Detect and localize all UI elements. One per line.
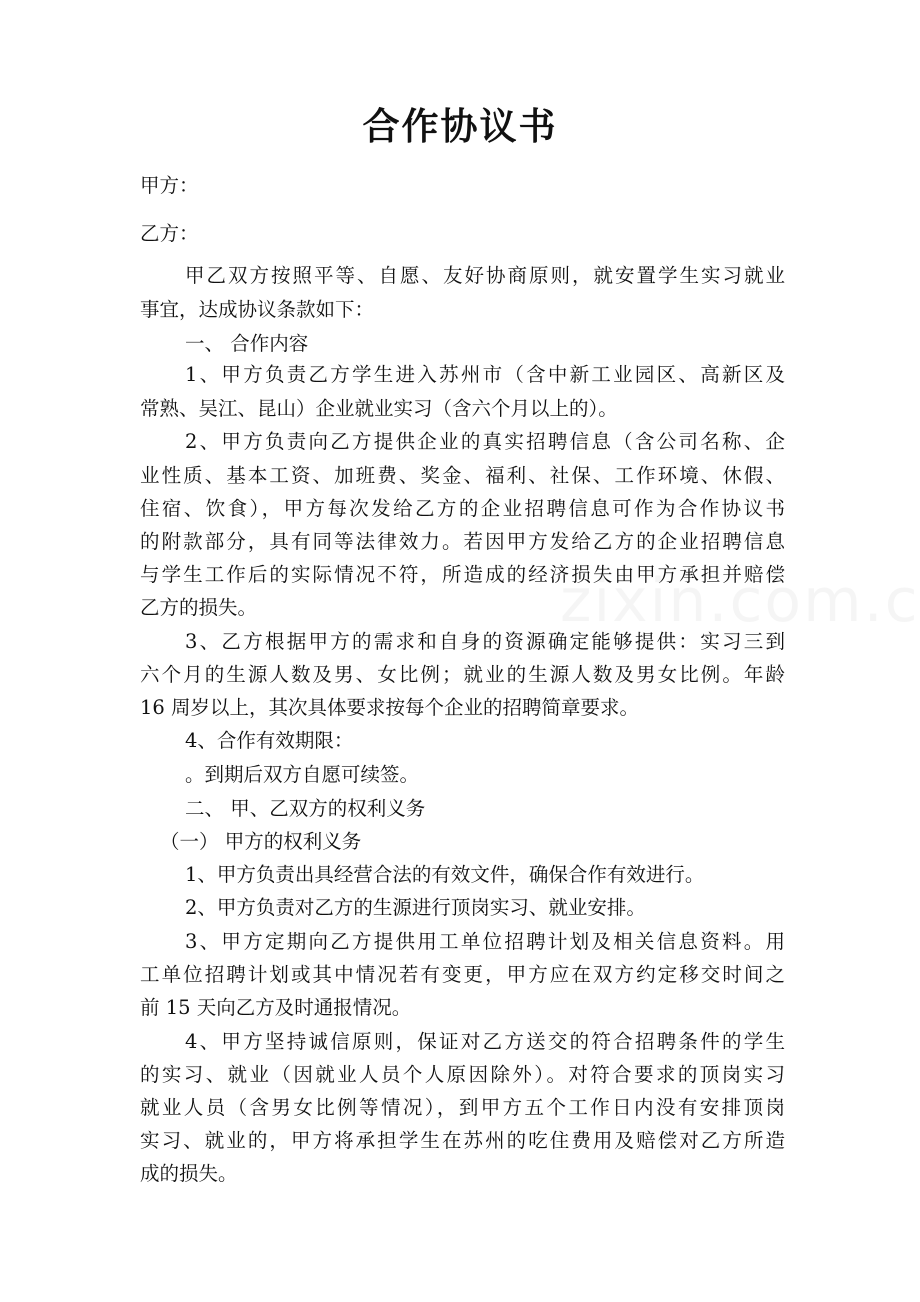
party-b-label: 乙方： xyxy=(140,222,199,245)
item-2-line-6: 乙方的损失。 xyxy=(140,596,258,619)
party-a-duty-4-line-5: 成的损失。 xyxy=(140,1162,238,1185)
item-2-line-1: 2、甲方负责向乙方提供企业的真实招聘信息（含公司名称、企 xyxy=(185,430,785,453)
party-a-label: 甲方： xyxy=(140,174,199,197)
subsection-1-heading: （一） 甲方的权利义务 xyxy=(160,830,362,853)
party-a-duty-1: 1、甲方负责出具经营合法的有效文件，确保合作有效进行。 xyxy=(185,863,705,886)
party-a-duty-4-line-1: 4、甲方坚持诚信原则，保证对乙方送交的符合招聘条件的学生 xyxy=(185,1030,785,1053)
item-2-line-4: 的附款部分，具有同等法律效力。若因甲方发给乙方的企业招聘信息 xyxy=(140,530,785,553)
section-2-heading: 二、 甲、乙双方的权利义务 xyxy=(185,797,426,820)
item-2-line-2: 业性质、基本工资、加班费、奖金、福利、社保、工作环境、休假、 xyxy=(140,464,785,487)
item-3-line-2: 六个月的生源人数及男、女比例；就业的生源人数及男女比例。年龄 xyxy=(140,663,785,686)
intro-line-2: 事宜，达成协议条款如下： xyxy=(140,298,375,321)
section-1-heading: 一、 合作内容 xyxy=(185,332,309,355)
document-title: 合作协议书 xyxy=(362,104,558,148)
party-a-duty-4-line-3: 就业人员（含男女比例等情况），到甲方五个工作日内没有安排顶岗 xyxy=(140,1096,785,1119)
item-3-line-1: 3、乙方根据甲方的需求和自身的资源确定能够提供：实习三到 xyxy=(185,630,785,653)
item-1-line-2: 常熟、吴江、昆山）企业就业实习（含六个月以上的）。 xyxy=(140,397,618,420)
item-1-line-1: 1、甲方负责乙方学生进入苏州市（含中新工业园区、高新区及 xyxy=(185,363,785,386)
party-a-duty-2: 2、甲方负责对乙方的生源进行顶岗实习、就业安排。 xyxy=(185,896,646,919)
item-4-line: 4、合作有效期限： xyxy=(185,729,354,752)
item-4-continuation: 。到期后双方自愿可续签。 xyxy=(185,763,420,786)
party-a-duty-3-line-3: 前 15 天向乙方及时通报情况。 xyxy=(140,996,412,1019)
intro-line-1: 甲乙双方按照平等、自愿、友好协商原则，就安置学生实习就业 xyxy=(185,264,785,287)
item-3-line-3: 16 周岁以上，其次具体要求按每个企业的招聘简章要求。 xyxy=(140,696,640,719)
party-a-duty-3-line-2: 工单位招聘计划或其中情况若有变更，甲方应在双方约定移交时间之 xyxy=(140,963,785,986)
party-a-duty-4-line-4: 实习、就业的，甲方将承担学生在苏州的吃住费用及赔偿对乙方所造 xyxy=(140,1129,785,1152)
party-a-duty-4-line-2: 的实习、就业（因就业人员个人原因除外）。对符合要求的顶岗实习 xyxy=(140,1063,785,1086)
party-a-duty-3-line-1: 3、甲方定期向乙方提供用工单位招聘计划及相关信息资料。用 xyxy=(185,930,785,953)
item-2-line-3: 住宿、饮食），甲方每次发给乙方的企业招聘信息可作为合作协议书 xyxy=(140,497,785,520)
item-2-line-5: 与学生工作后的实际情况不符，所造成的经济损失由甲方承担并赔偿 xyxy=(140,563,785,586)
